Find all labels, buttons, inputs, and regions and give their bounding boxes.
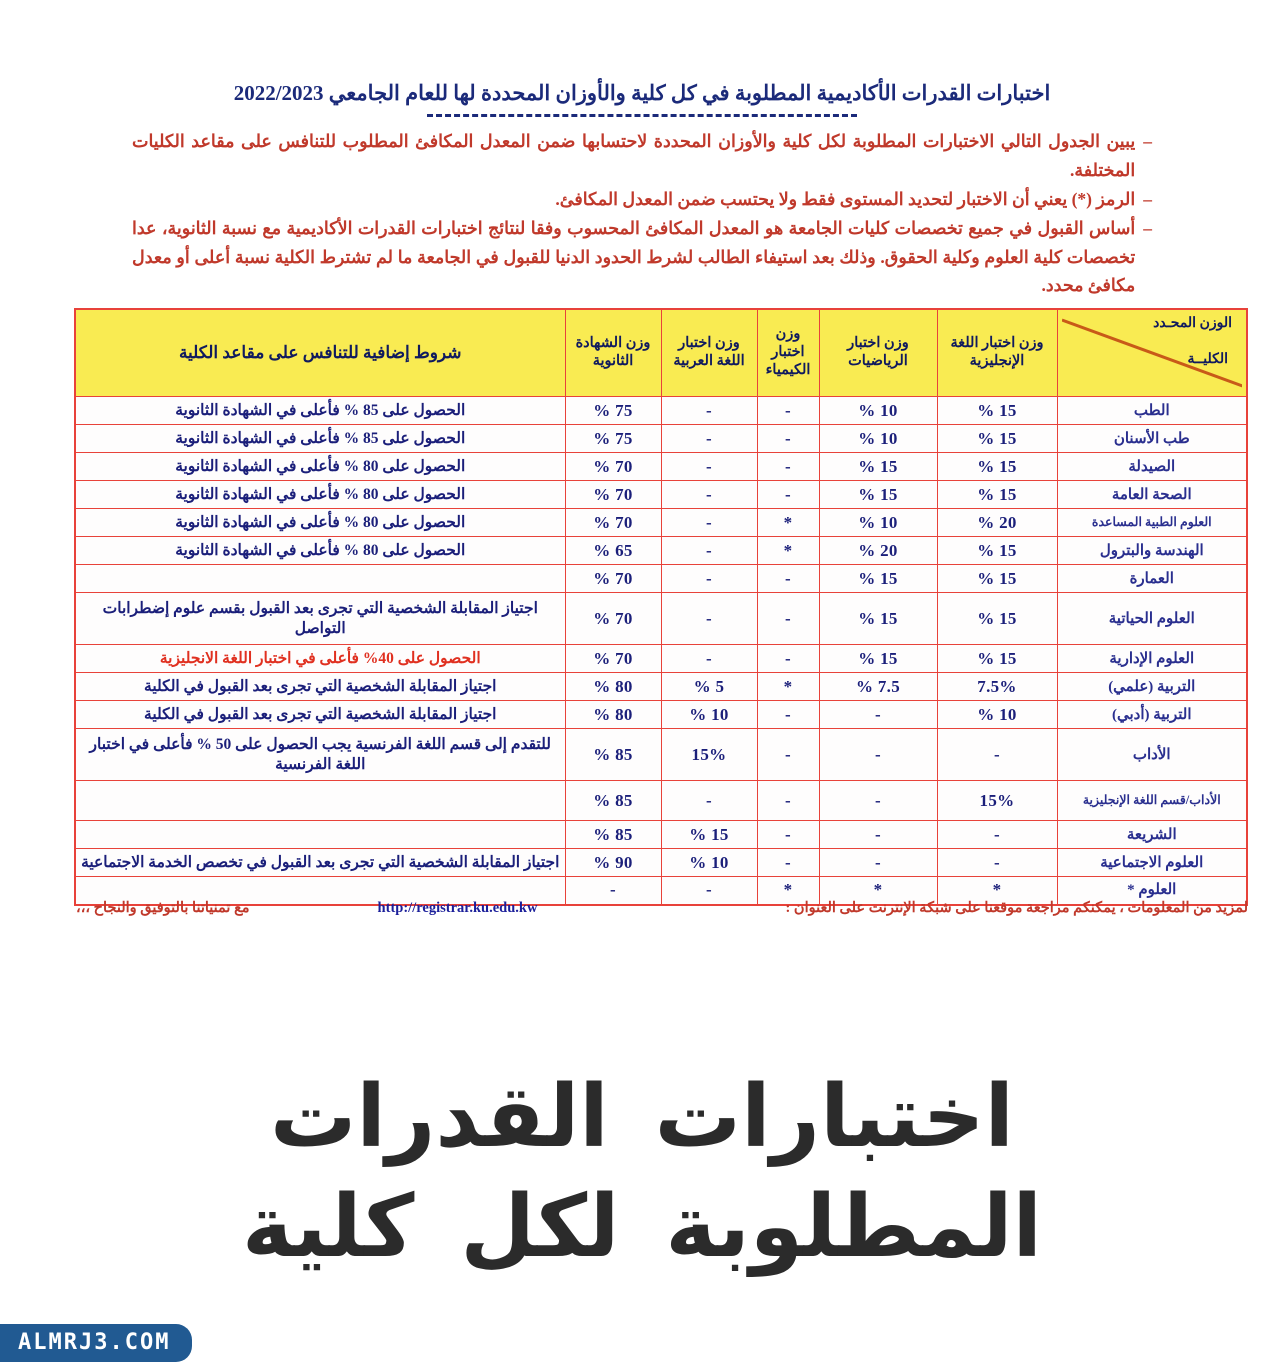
- cell-conditions: اجتياز المقابلة الشخصية التي تجرى بعد القبول في الكلية: [75, 701, 565, 729]
- cell-chemistry-weight: -: [757, 821, 819, 849]
- bullet-marker: –: [1143, 218, 1152, 239]
- cell-math-weight: -: [819, 729, 937, 781]
- bottom-headline: اختبارات القدرات المطلوبة لكل كلية: [242, 1067, 1042, 1278]
- cell-conditions: [75, 565, 565, 593]
- footer-url-group: [378, 900, 538, 917]
- cell-conditions: الحصول على 80 % فأعلى في الشهادة الثانوية: [75, 453, 565, 481]
- cell-college: الصحة العامة: [1057, 481, 1247, 509]
- cell-chemistry-weight: -: [757, 481, 819, 509]
- cell-chemistry-weight: -: [757, 781, 819, 821]
- cell-conditions: الحصول على 80 % فأعلى في الشهادة الثانوية: [75, 509, 565, 537]
- cell-english-weight: 15 %: [937, 593, 1057, 645]
- cell-arabic-weight: -: [661, 537, 757, 565]
- cell-college: الهندسة والبترول: [1057, 537, 1247, 565]
- site-watermark: ALMRJ3.COM: [0, 1324, 192, 1362]
- cell-english-weight: 7.5%: [937, 673, 1057, 701]
- cell-conditions: الحصول على 80 % فأعلى في الشهادة الثانوية: [75, 537, 565, 565]
- cell-arabic-weight: 15%: [661, 729, 757, 781]
- cell-math-weight: *: [819, 877, 937, 905]
- cell-conditions: اجتياز المقابلة الشخصية التي تجرى بعد القبول بقسم علوم إضطرابات التواصل: [75, 593, 565, 645]
- cell-chemistry-weight: -: [757, 701, 819, 729]
- cell-conditions: اجتياز المقابلة الشخصية التي تجرى بعد القبول في الكلية: [75, 673, 565, 701]
- intro-bullet: [132, 185, 1152, 213]
- bullet-marker: –: [1143, 131, 1152, 152]
- header-math-weight: وزن اختبار الرياضيات: [819, 309, 937, 397]
- header-extra-conditions: شروط إضافية للتنافس على مقاعد الكلية: [75, 309, 565, 397]
- table-row: [75, 849, 1247, 877]
- cell-chemistry-weight: -: [757, 729, 819, 781]
- table-row: [75, 781, 1247, 821]
- cell-college: العلوم الطبية المساعدة: [1057, 509, 1247, 537]
- cell-chemistry-weight: *: [757, 537, 819, 565]
- cell-secondary-weight: 70 %: [565, 453, 661, 481]
- cell-secondary-weight: -: [565, 877, 661, 905]
- cell-conditions: [75, 821, 565, 849]
- footer-info-text: لمزيد من المعلومات ، يمكنكم مراجعة موقعنا على شبكة الإنترنت على العنوان :: [785, 900, 1248, 916]
- cell-chemistry-weight: -: [757, 453, 819, 481]
- cell-math-weight: 15 %: [819, 645, 937, 673]
- cell-secondary-weight: 70 %: [565, 645, 661, 673]
- page-title: اختبارات القدرات الأكاديمية المطلوبة في كل كلية والأوزان المحددة لها للعام الجامعي 2022/2023: [233, 81, 1051, 105]
- document-header: [0, 0, 1284, 117]
- cell-english-weight: *: [937, 877, 1057, 905]
- cell-arabic-weight: -: [661, 781, 757, 821]
- bullet-text: الرمز (*) يعني أن الاختبار لتحديد المستوى فقط ولا يحتسب ضمن المعدل المكافئ.: [555, 189, 1136, 210]
- cell-conditions: الحصول على 85 % فأعلى في الشهادة الثانوية: [75, 425, 565, 453]
- bullet-text: يبين الجدول التالي الاختبارات المطلوبة لكل كلية والأوزان المحددة لاحتسابها ضمن المعدل المكافئ المطلوب للتنافس على مقاعد الكليات المختلفة.: [132, 131, 1136, 180]
- cell-college: الطب: [1057, 397, 1247, 425]
- cell-college: التربية (أدبي): [1057, 701, 1247, 729]
- cell-english-weight: -: [937, 849, 1057, 877]
- registrar-url[interactable]: http://registrar.ku.edu.kw: [377, 900, 538, 916]
- cell-chemistry-weight: *: [757, 673, 819, 701]
- cell-secondary-weight: 80 %: [565, 673, 661, 701]
- cell-arabic-weight: -: [661, 645, 757, 673]
- cell-english-weight: 10 %: [937, 701, 1057, 729]
- header-corner-cell: [1057, 309, 1247, 397]
- cell-english-weight: 20 %: [937, 509, 1057, 537]
- cell-english-weight: 15%: [937, 781, 1057, 821]
- table-row: [75, 509, 1247, 537]
- weights-table-wrapper: [76, 308, 1248, 906]
- cell-english-weight: 15 %: [937, 425, 1057, 453]
- cell-secondary-weight: 70 %: [565, 481, 661, 509]
- cell-secondary-weight: 90 %: [565, 849, 661, 877]
- cell-secondary-weight: 85 %: [565, 781, 661, 821]
- cell-math-weight: 20 %: [819, 537, 937, 565]
- cell-college: العلوم الاجتماعية: [1057, 849, 1247, 877]
- header-english-weight: وزن اختبار اللغة الإنجليزية: [937, 309, 1057, 397]
- cell-math-weight: -: [819, 821, 937, 849]
- cell-secondary-weight: 70 %: [565, 509, 661, 537]
- table-row: [75, 453, 1247, 481]
- table-row: [75, 397, 1247, 425]
- cell-math-weight: 10 %: [819, 509, 937, 537]
- cell-secondary-weight: 85 %: [565, 821, 661, 849]
- cell-math-weight: 15 %: [819, 453, 937, 481]
- cell-arabic-weight: -: [661, 481, 757, 509]
- cell-secondary-weight: 85 %: [565, 729, 661, 781]
- cell-chemistry-weight: -: [757, 565, 819, 593]
- cell-college: طب الأسنان: [1057, 425, 1247, 453]
- cell-secondary-weight: 80 %: [565, 701, 661, 729]
- cell-chemistry-weight: *: [757, 509, 819, 537]
- footer-wishes-text: مع تمنياتنا بالتوفيق والنجاح ،،،: [76, 900, 250, 916]
- cell-math-weight: -: [819, 781, 937, 821]
- header-arabic-weight: وزن اختبار اللغة العربية: [661, 309, 757, 397]
- cell-conditions: للتقدم إلى قسم اللغة الفرنسية يجب الحصول على 50 % فأعلى في اختبار اللغة الفرنسية: [75, 729, 565, 781]
- cell-college: التربية (علمي): [1057, 673, 1247, 701]
- cell-math-weight: 7.5 %: [819, 673, 937, 701]
- table-body: [75, 397, 1247, 905]
- table-row: [75, 701, 1247, 729]
- cell-math-weight: 15 %: [819, 481, 937, 509]
- cell-secondary-weight: 65 %: [565, 537, 661, 565]
- cell-chemistry-weight: -: [757, 397, 819, 425]
- cell-math-weight: 15 %: [819, 593, 937, 645]
- table-row: [75, 481, 1247, 509]
- cell-arabic-weight: -: [661, 593, 757, 645]
- intro-bullet: [132, 214, 1152, 299]
- header-secondary-weight: وزن الشهادة الثانوية: [565, 309, 661, 397]
- cell-chemistry-weight: -: [757, 425, 819, 453]
- cell-college: الشريعة: [1057, 821, 1247, 849]
- cell-english-weight: -: [937, 729, 1057, 781]
- table-row: [75, 729, 1247, 781]
- cell-conditions: اجتياز المقابلة الشخصية التي تجرى بعد القبول في تخصص الخدمة الاجتماعية: [75, 849, 565, 877]
- cell-english-weight: 15 %: [937, 481, 1057, 509]
- table-row: [75, 673, 1247, 701]
- table-header-row: [75, 309, 1247, 397]
- header-weight-label: الوزن المحـدد: [1153, 316, 1232, 331]
- footer-note: [76, 900, 1248, 917]
- cell-english-weight: 15 %: [937, 453, 1057, 481]
- cell-college: الأداب: [1057, 729, 1247, 781]
- table-row: [75, 821, 1247, 849]
- cell-arabic-weight: 10 %: [661, 701, 757, 729]
- cell-english-weight: 15 %: [937, 565, 1057, 593]
- cell-chemistry-weight: -: [757, 593, 819, 645]
- cell-chemistry-weight: -: [757, 645, 819, 673]
- cell-arabic-weight: 5 %: [661, 673, 757, 701]
- table-row: [75, 425, 1247, 453]
- cell-secondary-weight: 75 %: [565, 425, 661, 453]
- cell-arabic-weight: -: [661, 453, 757, 481]
- cell-math-weight: 10 %: [819, 425, 937, 453]
- cell-chemistry-weight: *: [757, 877, 819, 905]
- cell-english-weight: 15 %: [937, 537, 1057, 565]
- cell-english-weight: 15 %: [937, 397, 1057, 425]
- cell-english-weight: 15 %: [937, 645, 1057, 673]
- cell-math-weight: -: [819, 701, 937, 729]
- cell-secondary-weight: 75 %: [565, 397, 661, 425]
- cell-college: العلوم الحياتية: [1057, 593, 1247, 645]
- header-college-label: الكليــة: [1187, 351, 1228, 367]
- table-row: [75, 537, 1247, 565]
- cell-chemistry-weight: -: [757, 849, 819, 877]
- table-row: [75, 593, 1247, 645]
- cell-arabic-weight: -: [661, 565, 757, 593]
- cell-arabic-weight: -: [661, 425, 757, 453]
- cell-arabic-weight: 15 %: [661, 821, 757, 849]
- cell-secondary-weight: 70 %: [565, 593, 661, 645]
- cell-conditions: الحصول على 80 % فأعلى في الشهادة الثانوية: [75, 481, 565, 509]
- cell-college: العلوم الإدارية: [1057, 645, 1247, 673]
- weights-table: [74, 308, 1248, 906]
- intro-bullet: [132, 127, 1152, 184]
- cell-math-weight: 10 %: [819, 397, 937, 425]
- cell-secondary-weight: 70 %: [565, 565, 661, 593]
- cell-conditions: الحصول على 40% فأعلى في اختبار اللغة الانجليزية: [75, 645, 565, 673]
- cell-arabic-weight: 10 %: [661, 849, 757, 877]
- bullet-marker: –: [1143, 189, 1152, 210]
- cell-math-weight: 15 %: [819, 565, 937, 593]
- cell-math-weight: -: [819, 849, 937, 877]
- cell-arabic-weight: -: [661, 509, 757, 537]
- bullet-text: أساس القبول في جميع تخصصات كليات الجامعة هو المعدل المكافئ المحسوب وفقا لنتائج اختبارات القدرات الأكاديمية مع نسبة الثانوية، عدا تخصصات كلية العلوم وكلية الحقوق. وذلك بعد استيفاء الطالب لشرط الحدود الدنيا للقبول في الجامعة ما لم تشترط الكلية نسبة أعلى أو معدل مكافئ محدد.: [132, 218, 1136, 296]
- cell-conditions: الحصول على 85 % فأعلى في الشهادة الثانوية: [75, 397, 565, 425]
- header-chemistry-weight: وزن اختبار الكيمياء: [757, 309, 819, 397]
- title-divider: [427, 114, 857, 117]
- cell-college: الصيدلة: [1057, 453, 1247, 481]
- cell-english-weight: -: [937, 821, 1057, 849]
- cell-college: العمارة: [1057, 565, 1247, 593]
- cell-college: الأداب/قسم اللغة الإنجليزية: [1057, 781, 1247, 821]
- table-row: [75, 565, 1247, 593]
- cell-arabic-weight: -: [661, 397, 757, 425]
- cell-arabic-weight: -: [661, 877, 757, 905]
- cell-college: العلوم *: [1057, 877, 1247, 905]
- table-row: [75, 645, 1247, 673]
- cell-conditions: [75, 781, 565, 821]
- intro-notes: [132, 127, 1152, 299]
